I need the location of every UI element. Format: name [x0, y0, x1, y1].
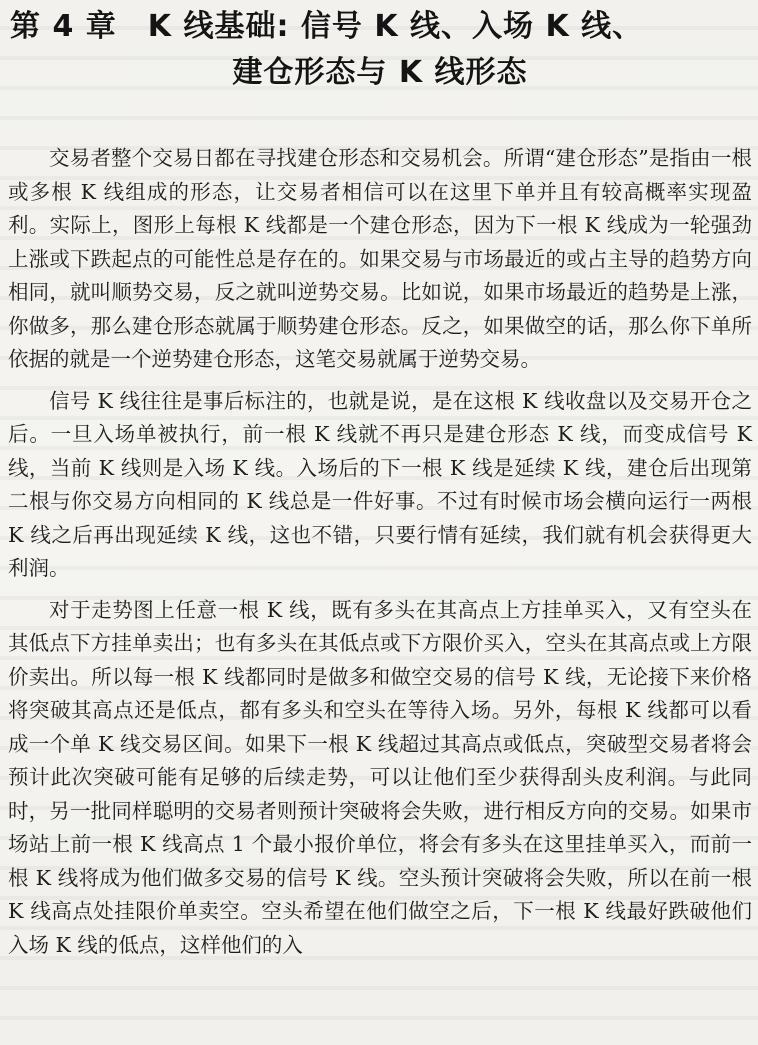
paragraph-signal-bars: 信号 K 线往往是事后标注的，也就是说，是在这根 K 线收盘以及交易开仓之后。一旦入场单被执行，前一根 K 线就不再只是建仓形态 K 线，而变成信号 K 线，当前 K 线则是入场 K 线。入场后的下一根 K 线是延续 K 线，建仓后出现第二根与你交易方向相同的 K 线总是一件好事。不过有时候市场会横向运行一两根 K 线之后再出现延续 K 线，这也不错，只要行情有延续，我们就有机会获得更大利润。: [8, 388, 752, 580]
paragraph-every-bar: 对于走势图上任意一根 K 线，既有多头在其高点上方挂单买入，又有空头在其低点下方挂单卖出；也有多头在其低点或下方限价买入，空头在其高点或上方限价卖出。所以每一根 K 线都同时是做多和做空交易的信号 K 线，无论接下来价格将突破其高点还是低点，都有多头和空头在等待入场。另外，每根 K 线都可以看成一个单 K 线交易区间。如果下一根 K 线超过其高点或低点，突破型交易者将会预计此次突破可能有足够的后续走势，可以让他们至少获得刮头皮利润。与此同时，另一批同样聪明的交易者则预计突破将会失败，进行相反方向的交易。如果市场站上前一根 K 线高点 1 个最小报价单位，将会有多头在这里挂单买入，而前一根 K 线将成为他们做多交易的信号 K 线。空头预计突破将会失败，所以在前一根 K 线高点处挂限价单卖空。空头希望在他们做空之后，下一根 K 线最好跌破他们入场 K 线的低点，这样他们的入: [8, 597, 752, 957]
chapter-title-line-2: 建仓形态与 K 线形态: [232, 55, 528, 90]
chapter-title: [8, 4, 752, 96]
chapter-title-line-1: 第 4 章 K 线基础: 信号 K 线、入场 K 线、: [10, 9, 644, 44]
paragraph-setups: 交易者整个交易日都在寻找建仓形态和交易机会。所谓“建仓形态”是指由一根或多根 K 线组成的形态，让交易者相信可以在这里下单并且有较高概率实现盈利。实际上，图形上每根 K 线都是一个建仓形态，因为下一根 K 线成为一轮强劲上涨或下跌起点的可能性总是存在的。如果交易与市场最近的或占主导的趋势方向相同，就叫顺势交易，反之就叫逆势交易。比如说，如果市场最近的趋势是上涨，你做多，那么建仓形态就属于顺势建仓形态。反之，如果做空的话，那么你下单所依据的就是一个逆势建仓形态，这笔交易就属于逆势交易。: [8, 146, 752, 371]
chapter-body: [8, 142, 752, 962]
